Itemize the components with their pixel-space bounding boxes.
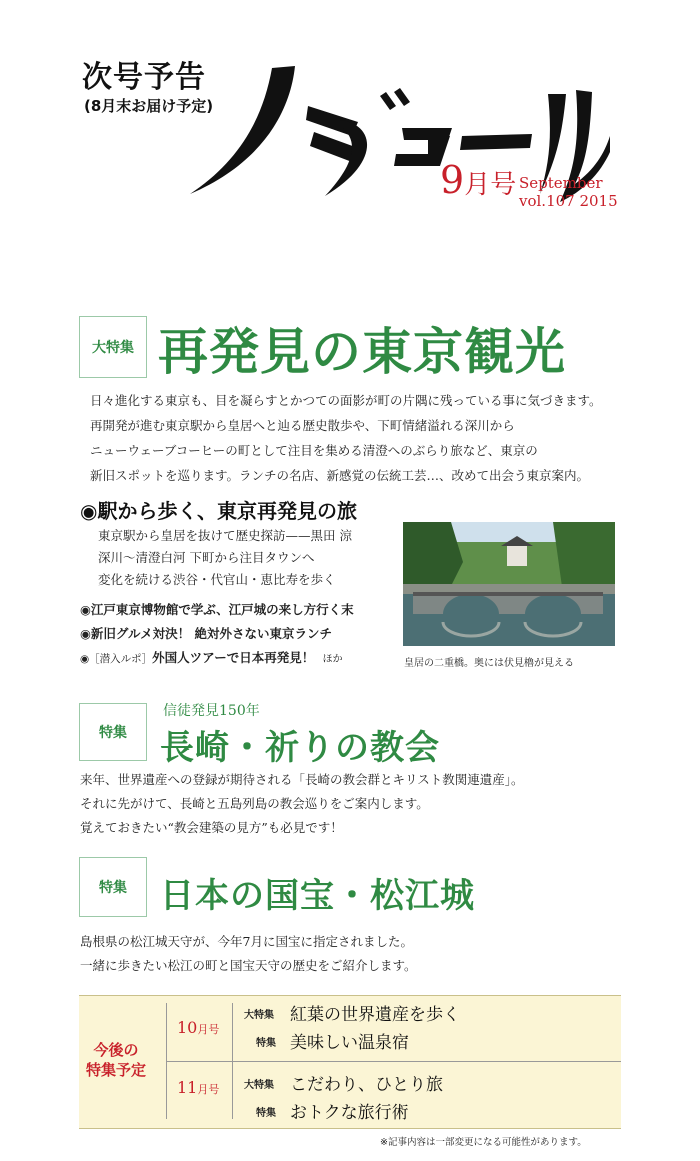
article-bullets (80, 598, 354, 672)
bullet-text: 外国人ツアーで日本再発見！ (152, 650, 315, 665)
photo-bridge-rail (413, 592, 603, 596)
issue-month-suffix: 月号 (464, 170, 517, 200)
issue-month-number: 9 (440, 158, 465, 202)
main-feature-paragraph (90, 388, 620, 488)
month-suffix: 月号 (197, 1083, 220, 1096)
month-number: 10 (177, 1018, 198, 1037)
month-suffix: 月号 (197, 1023, 220, 1036)
sub-feature-item: 深川〜清澄白河 下町から注目タウンへ (98, 550, 315, 565)
sub-feature-item: 変化を続ける渋谷・代官山・恵比寿を歩く (98, 572, 336, 587)
paragraph-line: 新旧スポットを巡ります。ランチの名店、新感覚の伝統工芸…、改めて出会う東京案内。 (90, 468, 590, 483)
future-title: こだわり、ひとり旅 (290, 1075, 443, 1095)
paragraph-line: それに先がけて、長崎と五島列島の教会巡りをご案内します。 (80, 796, 429, 811)
issue-english (519, 174, 618, 210)
matsue-title: 日本の国宝・松江城 (160, 876, 475, 916)
nagasaki-feature-tag: 特集 (79, 703, 147, 761)
matsue-feature-tag: 特集 (79, 857, 147, 917)
paragraph-line: 島根県の松江城天守が、今年7月に国宝に指定されました。 (80, 934, 413, 949)
sub-feature-list (98, 525, 352, 591)
paragraph-line: 覚えておきたい“教会建築の見方”も必見です！ (80, 820, 343, 835)
month-number: 11 (177, 1078, 198, 1097)
future-month-nov (177, 1078, 219, 1097)
paragraph-line: 日々進化する東京も、目を凝らすとかつての面影が町の片隅に残っている事に気づきます。 (90, 393, 602, 408)
main-feature-tag: 大特集 (79, 316, 147, 378)
delivery-note: (8月末お届け予定) (84, 97, 214, 115)
future-title: 美味しい温泉宿 (290, 1033, 409, 1053)
bullet-suffix: ほか (322, 654, 343, 665)
future-tag: 大特集 (244, 1010, 274, 1021)
main-feature-title: 再発見の東京観光 (158, 322, 566, 381)
photo-caption: 皇居の二重橋。奥には伏見櫓が見える (404, 658, 574, 669)
logo-stroke-bar (460, 134, 532, 150)
future-month-oct (177, 1018, 219, 1037)
volume-label: vol.107 2015 (519, 192, 618, 210)
future-title: 紅葉の世界遺産を歩く (290, 1005, 460, 1025)
future-label-line: 特集予定 (86, 1061, 147, 1079)
issue-month (440, 158, 516, 202)
article-bullet: ◉江戸東京博物館で学ぶ、江戸城の来し方行く末 (80, 602, 354, 617)
paragraph-line: 一緒に歩きたい松江の町と国宝天守の歴史をご紹介します。 (80, 958, 417, 973)
nagasaki-title: 長崎・祈りの教会 (160, 728, 440, 768)
sub-feature-item: 東京駅から皇居を抜けて歴史探訪——黒田 涼 (98, 528, 352, 543)
future-label-line: 今後の (93, 1041, 139, 1059)
next-issue-heading: 次号予告 (82, 60, 206, 95)
future-tag: 大特集 (244, 1080, 274, 1091)
nagasaki-paragraph (80, 768, 524, 840)
future-row-divider (166, 1061, 621, 1062)
paragraph-line: ニューウェーブコーヒーの町として注目を集める清澄へのぶらり旅など、東京の (90, 443, 538, 458)
sub-feature-heading: ◉駅から歩く、東京再発見の旅 (80, 499, 358, 523)
future-features-label (86, 1040, 146, 1080)
article-bullet (80, 646, 354, 672)
bullet-prefix: ◉［潜入ルポ］ (80, 653, 153, 665)
paragraph-line: 再開発が進む東京駅から皇居へと辿る歴史散歩や、下町情緒溢れる深川から (90, 418, 515, 433)
english-month: September (519, 174, 603, 192)
nagasaki-kicker: 信徒発見150年 (163, 703, 260, 719)
disclaimer-note: ※記事内容は一部変更になる可能性があります。 (380, 1137, 587, 1148)
future-tag: 特集 (256, 1108, 276, 1119)
future-title: おトクな旅行術 (290, 1103, 409, 1123)
matsue-paragraph (80, 930, 417, 978)
paragraph-line: 来年、世界遺産への登録が期待される「長崎の教会群とキリスト教関連遺産」。 (80, 772, 524, 787)
photo-turret (507, 544, 527, 566)
imperial-palace-photo (403, 522, 615, 646)
logo-stroke-no (190, 66, 295, 194)
article-bullet: ◉新旧グルメ対決！ 絶対外さない東京ランチ (80, 626, 333, 641)
future-tag: 特集 (256, 1038, 276, 1049)
